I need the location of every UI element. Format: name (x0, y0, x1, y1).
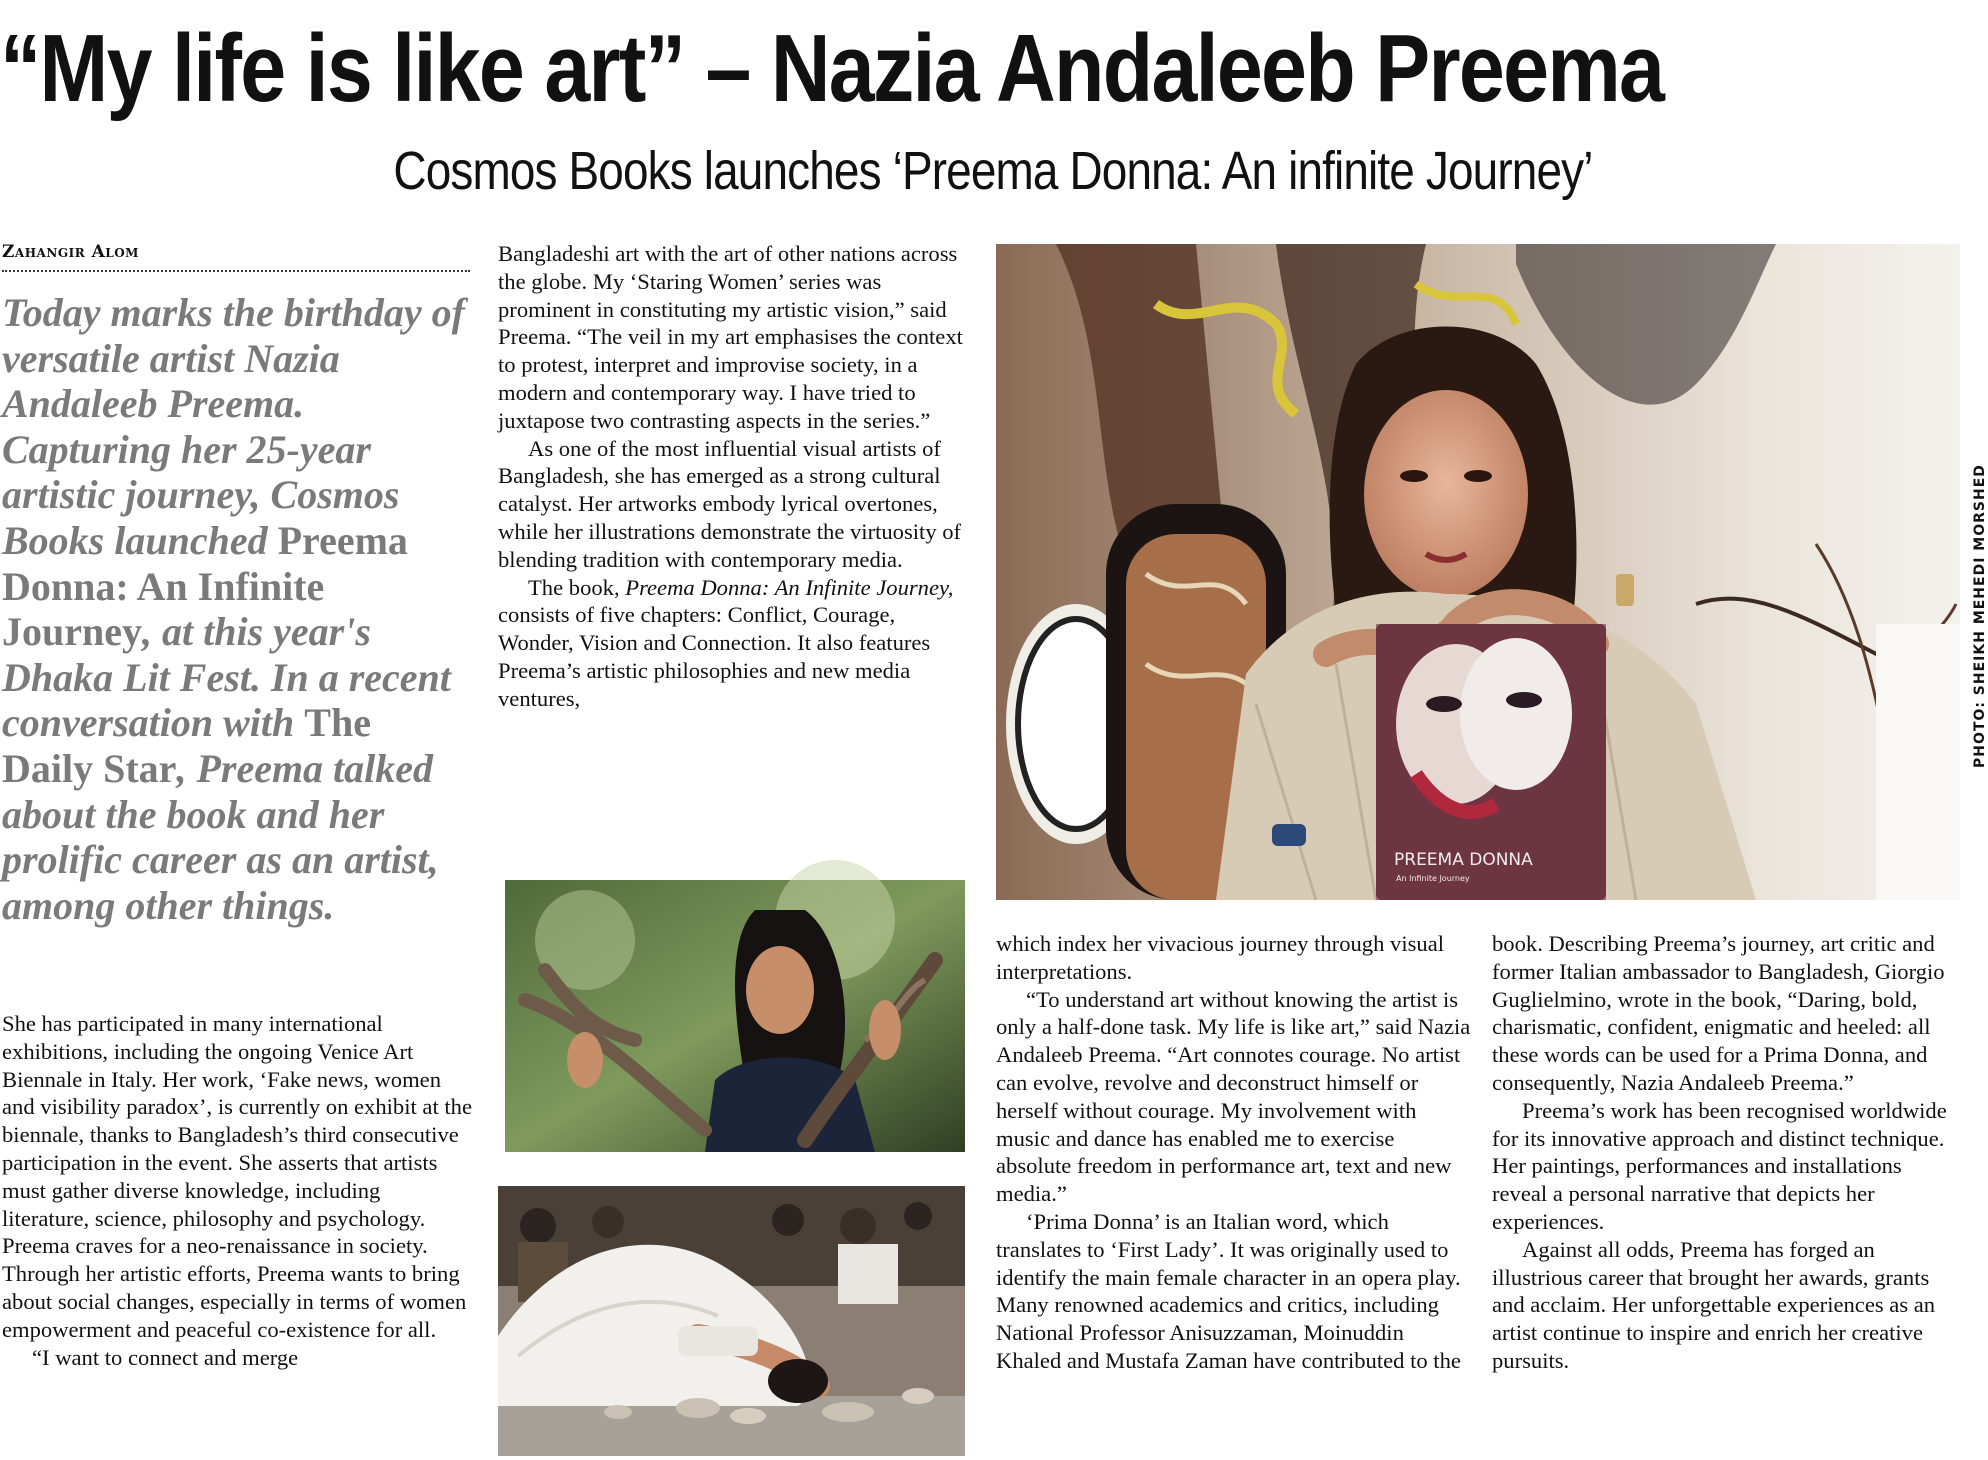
intro-paragraph (2, 290, 472, 928)
performance-illustration-1 (505, 880, 965, 1152)
col3-paragraph-2: “To understand art without knowing the artist is only a half-done task. My life is like art,” said Nazia Andaleeb Preema. “Art connotes courage. No artist can evolve, revolve and deconstruct himself or herself without courage. My involvement with music and dance has enabled me to exercise absolute freedom in performance art, text and new media.” (996, 986, 1471, 1207)
performance-photo-floor (498, 1186, 965, 1456)
headline: “My life is like art” – Nazia Andaleeb Preema (0, 15, 1664, 122)
book-cover-title: PREEMA DONNA (1394, 850, 1533, 870)
performance-illustration-2 (498, 1186, 965, 1456)
column-2 (498, 240, 976, 713)
intro-text-3: , Preema talked about the book and her prolific career as an artist, among other things. (2, 745, 439, 928)
book-cover-subtitle: An Infinite Journey (1396, 874, 1470, 883)
col2-paragraph-3 (498, 574, 976, 713)
col2-p3-text-b: consists of five chapters: Conflict, Courage, Wonder, Vision and Connection. It also features Preema’s artistic philosophies and new media ventures, (498, 602, 931, 711)
byline: Zahangir Alom (2, 242, 470, 272)
col2-p3-book-title: Preema Donna: An Infinite Journey, (625, 574, 954, 600)
intro-text-2: , at this year's Dhaka Lit Fest. In a recent conversation with (2, 609, 451, 746)
col1-paragraph-2: “I want to connect and merge (32, 1344, 299, 1370)
subheadline: Cosmos Books launches ‘Preema Donna: An infinite Journey’ (393, 141, 1593, 201)
col4-paragraph-2: Preema’s work has been recognised worldwide for its innovative approach and distinct technique. Her paintings, performances and installations reveal a personal narrative that depicts her experiences. (1492, 1097, 1947, 1234)
column-3 (996, 930, 1472, 1375)
main-portrait-photo (996, 244, 1960, 900)
col1-paragraph-1: She has participated in many international exhibitions, including the ongoing Venice Art Biennale in Italy. Her work, ‘Fake news, women and visibility paradox’, is currently on exhibit at the biennale, thanks to Bangladesh’s third consecutive participation in the event. She asserts that artists must gather diverse knowledge, including literature, science, philosophy and psychology. Preema craves for a neo-renaissance in society. Through her artistic efforts, Preema wants to bring about social changes, especially in terms of women empowerment and peaceful co-existence for all. (2, 1011, 472, 1342)
col4-paragraph-3: Against all odds, Preema has forged an illustrious career that brought her awards, grants and acclaim. Her unforgettable experiences as an artist continue to inspire and enrich her creative pursuits. (1492, 1236, 1936, 1373)
column-1 (2, 1010, 472, 1371)
col3-paragraph-1: which index her vivacious journey through visual interpretations. (996, 931, 1445, 984)
portrait-illustration (996, 244, 1960, 900)
intro-book-title: Preema Donna: An Infinite Journey (2, 517, 408, 655)
col2-p3-text-a: The book, (528, 574, 626, 600)
col2-paragraph-2: As one of the most influential visual artists of Bangladesh, she has emerged as a strong cultural catalyst. Her artworks embody lyrical overtones, while her illustrations demonstrate the virtuosity of blending tradition with contemporary media. (498, 435, 962, 572)
column-4 (1492, 930, 1962, 1375)
performance-photo-branches (505, 880, 965, 1152)
col4-paragraph-1: book. Describing Preema’s journey, art critic and former Italian ambassador to Bangladesh, Giorgio Guglielmino, wrote in the book, “Daring, bold, charismatic, confident, enigmatic and heeled: all these words can be used for a Prima Donna, and consequently, Nazia Andaleeb Preema.” (1492, 931, 1945, 1095)
col3-paragraph-3: ‘Prima Donna’ is an Italian word, which translates to ‘First Lady’. It was originally used to identify the main female character in an opera play. Many renowned academics and critics, including National Professor Anisuzzaman, Moinuddin Khaled and Mustafa Zaman have contributed to the (996, 1208, 1461, 1373)
col2-paragraph-1: Bangladeshi art with the art of other nations across the globe. My ‘Staring Women’ series was prominent in constituting my artistic vision,” said Preema. “The veil in my art emphasises the context to protest, interpret and improvise society, in a modern and contemporary way. I have tried to juxtapose two contrasting aspects in the series.” (498, 241, 963, 433)
intro-text-1: Today marks the birthday of versatile artist Nazia Andaleeb Preema. Capturing her 25-year artistic journey, Cosmos Books launched (2, 290, 465, 563)
intro-paper-name: The Daily Star (2, 700, 371, 791)
photo-credit: PHOTO: SHEIKH MEHEDI MORSHED (1972, 464, 1988, 768)
